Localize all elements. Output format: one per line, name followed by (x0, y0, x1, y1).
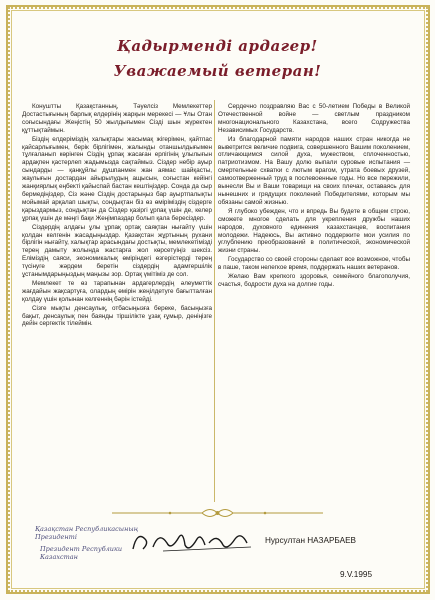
kazakh-paragraph: Біздің елдеріміздің халықтары жасымақ жігерімен, қайтпас қайсарлығымен, берік бірлігімен, жалынды отаншылдығымен тұлғаланып көрінген Сіздің ұрпақ жасаған ерлігінің ұлылығын ардақпен қастерлеп жадымызда сақтаймыз. Сіздер небір ауыр сындарды — қанқұйлы дұшпанмен жан аямас шайқасты, жаулығын достардан айырылудың ащысын, соғыстан кейінгі жанқиярлық еңбекті қайыспай бастан кештіңіздер. Сонда да сыр бермедіңіздер, Сіз және Сіздің достарыңыз бар ауыртпалықты мойымай арқалап шықты, сондықтан біз өз өміріміздің сіздерге қарыздармыз, сондықтан да Сіздер қазіргі ұрпақ үшін де, келер ұрпақ үшін де мәңгі бақи Жеңімпаздар болып қала бересіздер. (22, 135, 212, 222)
heading-kazakh: Қадырменді ардагер! (117, 37, 318, 55)
handwritten-signature (123, 527, 263, 557)
russian-paragraph: Сердечно поздравляю Вас с 50-летием Победы в Великой Отечественной войне — светлым праздником многонационального Казахстана, всего Содружества Независимых Государств. (218, 103, 410, 134)
kazakh-paragraph: Сізге мықты денсаулық, отбасыңызға береке, басыңызға бақыт, денсаулық пен баянды тіршілікте ұзақ ғұмыр, деніңізге дейін сергектік тілеймін. (22, 304, 212, 328)
kazakh-paragraph: Мемлекет те өз тарапынан ардагерлердің әлеуметтік жағдайын жақсартуға, олардың өмірін жеңілдетуге бағытталған қолдау үшін қолынан келгеннің бәрін істейді. (22, 279, 212, 303)
letter-date: 9.V.1995 (340, 570, 373, 579)
kazakh-text-column (22, 103, 212, 329)
heading-russian: Уважаемый ветеран! (113, 62, 322, 80)
ornament-flourish (110, 506, 325, 520)
president-title-kazakh: Қазақстан Республикасының Президенті (35, 525, 139, 541)
russian-paragraph: Из благодарной памяти народов наших стран никогда не выветрится величие подвига, совершенного Вашим поколением, отличающимся силой духа, мужеством, сплоченностью, патриотизмом. На Вашу долю выпали суровые испытания — смертельные схватки с лютым врагом, утрата боевых друзей, самоотверженный труд в послевоенные годы. Но все пережили, вынесли Вы и Ваши товарищи на своих плечах, оставаясь для нынешних и грядущих поколений Победителями, которым мы обязаны самой жизнью. (218, 135, 410, 206)
kazakh-paragraph: Сіздердің алдағы ұлы ұрпақ ортақ саяқтан нығайту үшін қолдан келгенін жасадыңыздар. Қазақстан жұртының рухани бірлігін нығайту, халықтар арасындағы достықты, мемлекетімізді терең дамыту жолында жастарға жол көрсетуіңіз шексіз. Еліміздің саяси, экономикалық өміріндегі өзгерістерді терең түсінуге жәрдем беретін сіздердің адамгершілік ұстанымдарыңыздың маңызы зор. Ортақ үмітіміз де сол. (22, 223, 212, 279)
president-title-russian: Президент Республики Казахстан (40, 545, 123, 561)
russian-text-column (218, 103, 410, 290)
kazakh-paragraph: Конуштты Қазақстанның, Тәуелсіз Мемлекеттер Достастығының барлық елдерінің жарқын мерекесі — Ұлы Отан соғысындағы Жеңістің 50 жылдығымен Сізді шын жүректен құттықтаймын. (22, 103, 212, 134)
russian-paragraph: Я глубоко убежден, что и впредь Вы будете в общем строю, сможете многое сделать для укрепления дружбы наших народов, духовного единения казахстанцев, воспитания молодежи. Надеюсь, Вы активно поддержите мои усилия по углублению преобразований в политической, экономической жизни страны. (218, 207, 410, 255)
russian-paragraph: Желаю Вам крепкого здоровья, семейного благополучия, счастья, бодрости духа на долгие годы. (218, 273, 410, 288)
signatory-name: Нурсултан НАЗАРБАЕВ (265, 536, 356, 545)
russian-paragraph: Государство со своей стороны сделает все возможное, чтобы в паше, таком нелегкое время, поддержать наших ветеранов. (218, 256, 410, 272)
column-divider (214, 100, 215, 502)
